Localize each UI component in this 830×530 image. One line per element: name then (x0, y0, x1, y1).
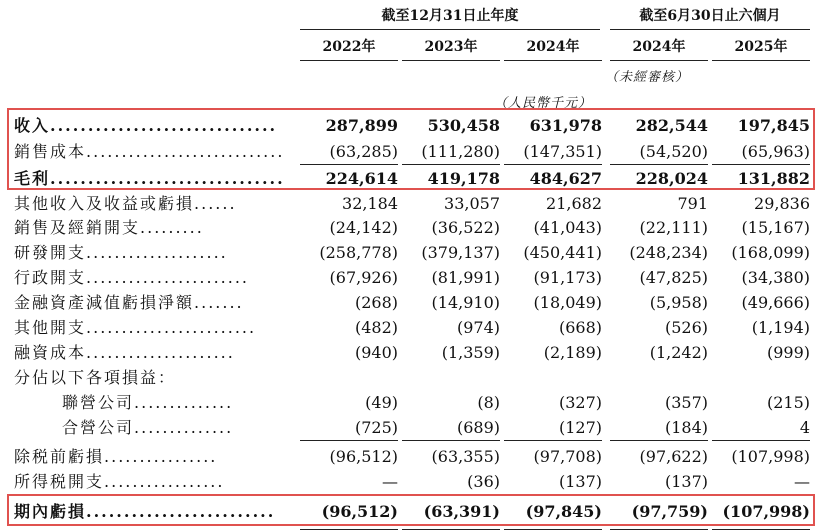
row-value: 791 (677, 194, 708, 213)
row-value: (49,666) (741, 293, 810, 312)
table-row (0, 416, 830, 440)
row-value: 32,184 (342, 194, 398, 213)
row-value: (668) (558, 318, 602, 337)
leader-dots: .................... (86, 243, 228, 262)
year-rule (712, 60, 810, 61)
row-label-text: 其他開支 (14, 318, 87, 337)
leader-dots: ......... (140, 218, 204, 237)
loss-for-period-highlight (7, 494, 815, 526)
row-value: (327) (558, 393, 602, 412)
row-value: (258,778) (319, 243, 398, 262)
joint-ventures-rule (610, 440, 708, 441)
row-value: (357) (664, 393, 708, 412)
row-value: (8) (477, 393, 500, 412)
row-label (14, 192, 237, 216)
row-value: (67,926) (329, 268, 398, 287)
row-value (712, 366, 810, 390)
row-label (14, 241, 228, 265)
row-value: (940) (354, 343, 398, 362)
leader-dots: .............................. (50, 116, 278, 135)
year-rule (610, 60, 708, 61)
row-label-text: 金融資產減值虧損淨額 (14, 293, 195, 312)
row-label (14, 470, 224, 494)
annual-header-rule (300, 29, 600, 30)
row-value: (107,998) (731, 447, 810, 466)
row-value: (184) (664, 418, 708, 437)
row-value: (725) (354, 418, 398, 437)
interim-header-rule (610, 29, 810, 30)
row-value: 287,899 (325, 116, 398, 135)
row-value: (54,520) (639, 142, 708, 161)
leader-dots: ................. (104, 472, 225, 491)
row-value: (379,137) (421, 243, 500, 262)
row-value: (47,825) (639, 268, 708, 287)
joint-ventures-rule (402, 440, 500, 441)
year-header-2024: 2024年 (526, 39, 580, 55)
leader-dots: ..................... (86, 343, 235, 362)
row-label-text: 融資成本 (14, 343, 87, 362)
table-row (0, 445, 830, 469)
row-value: (63,355) (431, 447, 500, 466)
row-value: (96,512) (321, 502, 398, 521)
table-row (0, 241, 830, 265)
row-label (14, 445, 217, 469)
leader-dots: ............................... (50, 169, 285, 188)
row-value: (526) (664, 318, 708, 337)
year-rule (300, 60, 398, 61)
row-value: 197,845 (737, 116, 810, 135)
row-label-text: 銷售及經銷開支 (14, 218, 141, 237)
year-header-2024-interim: 2024年 (632, 39, 686, 55)
row-value: (36,522) (431, 218, 500, 237)
row-value: (450,441) (523, 243, 602, 262)
leader-dots: ............................ (86, 142, 285, 161)
row-value: 419,178 (427, 169, 500, 188)
row-label-text: 研發開支 (14, 243, 87, 262)
year-header-2025-interim: 2025年 (734, 39, 788, 55)
row-value: (65,963) (741, 142, 810, 161)
row-label-text: 行政開支 (14, 268, 87, 287)
row-label (62, 391, 233, 415)
row-value: 282,544 (635, 116, 708, 135)
row-value: (49) (365, 393, 398, 412)
leader-dots: ....................... (86, 268, 249, 287)
row-value: (15,167) (741, 218, 810, 237)
unit-note: （人民幣千元） (494, 96, 593, 111)
row-label (14, 366, 176, 390)
row-value: (36) (467, 472, 500, 491)
row-label (62, 416, 233, 440)
row-value: (111,280) (421, 142, 500, 161)
row-value: (18,049) (533, 293, 602, 312)
table-row (0, 341, 830, 365)
unaudited-note: （未經審核） (605, 70, 690, 85)
row-value: (97,708) (533, 447, 602, 466)
row-value: (482) (354, 318, 398, 337)
row-value: (1,242) (649, 343, 708, 362)
row-value: (1,194) (751, 318, 810, 337)
interim-period-header: 截至6月30日止六個月 (639, 8, 781, 24)
row-value: (41,043) (533, 218, 602, 237)
row-label-text: 期內虧損 (14, 502, 87, 521)
table-row (0, 291, 830, 315)
row-value: (14,910) (431, 293, 500, 312)
row-value: 484,627 (529, 169, 602, 188)
row-value: (81,991) (431, 268, 500, 287)
table-row (0, 391, 830, 415)
table-row (0, 366, 830, 390)
row-value: (24,142) (329, 218, 398, 237)
row-label (14, 291, 244, 315)
table-row (0, 266, 830, 290)
leader-dots: ........................ (86, 318, 257, 337)
leader-dots: ...... (194, 194, 237, 213)
row-value: (127) (558, 418, 602, 437)
table-row (0, 216, 830, 240)
year-header-2023: 2023年 (424, 39, 478, 55)
joint-ventures-rule (300, 440, 398, 441)
row-value: — (794, 472, 810, 491)
leader-dots: ................ (104, 447, 218, 466)
row-value: (22,111) (639, 218, 708, 237)
row-value: (63,285) (329, 142, 398, 161)
row-label (14, 341, 235, 365)
row-value: 29,836 (754, 194, 810, 213)
row-value: 33,057 (444, 194, 500, 213)
row-value: (248,234) (629, 243, 708, 262)
table-row (0, 470, 830, 494)
row-value: (97,759) (631, 502, 708, 521)
row-value: (107,998) (722, 502, 810, 521)
row-label-text: 所得税開支 (14, 472, 105, 491)
year-rule (504, 60, 602, 61)
joint-ventures-rule (504, 440, 602, 441)
row-value (504, 366, 602, 390)
row-value: (5,958) (649, 293, 708, 312)
row-label-text: 收入 (14, 116, 51, 135)
row-label-text: 合營公司 (62, 418, 135, 437)
row-value: (268) (354, 293, 398, 312)
leader-dots: .............. (134, 418, 234, 437)
row-label (14, 316, 256, 340)
row-label-text: 銷售成本 (14, 142, 87, 161)
row-value: (999) (766, 343, 810, 362)
leader-dots: .............. (134, 393, 234, 412)
leader-dots: ....... (194, 293, 244, 312)
row-value: (96,512) (329, 447, 398, 466)
row-value (402, 366, 500, 390)
leader-dots: ......................... (86, 502, 276, 521)
row-value: 228,024 (635, 169, 708, 188)
row-value: (1,359) (441, 343, 500, 362)
revenue-gross-profit-highlight (7, 108, 815, 190)
table-row (0, 192, 830, 216)
joint-ventures-rule (712, 440, 810, 441)
row-label-text: 分佔以下各項損益： (14, 368, 177, 387)
row-value: (97,845) (525, 502, 602, 521)
row-label-text: 毛利 (14, 169, 51, 188)
row-value: 224,614 (325, 169, 398, 188)
row-label-text: 除税前虧損 (14, 447, 105, 466)
row-value: (974) (456, 318, 500, 337)
row-value: 131,882 (737, 169, 810, 188)
row-value: (91,173) (533, 268, 602, 287)
row-value: (168,099) (731, 243, 810, 262)
row-value: (97,622) (639, 447, 708, 466)
row-value (610, 366, 708, 390)
row-value: — (382, 472, 398, 491)
row-label (14, 216, 204, 240)
row-value: 4 (799, 418, 810, 437)
row-label-text: 其他收入及收益或虧損 (14, 194, 195, 213)
row-value: (137) (664, 472, 708, 491)
row-value: (689) (456, 418, 500, 437)
row-value (300, 366, 398, 390)
year-rule (402, 60, 500, 61)
row-value: (147,351) (523, 142, 602, 161)
row-value: 21,682 (546, 194, 602, 213)
row-value: 631,978 (529, 116, 602, 135)
row-value: (215) (766, 393, 810, 412)
row-value: (137) (558, 472, 602, 491)
table-row (0, 316, 830, 340)
row-value: (2,189) (543, 343, 602, 362)
row-label-text: 聯營公司 (62, 393, 135, 412)
annual-period-header: 截至12月31日止年度 (381, 8, 519, 24)
row-value: 530,458 (427, 116, 500, 135)
row-label (14, 266, 249, 290)
row-value: (63,391) (423, 502, 500, 521)
year-header-2022: 2022年 (322, 39, 376, 55)
row-value: (34,380) (741, 268, 810, 287)
